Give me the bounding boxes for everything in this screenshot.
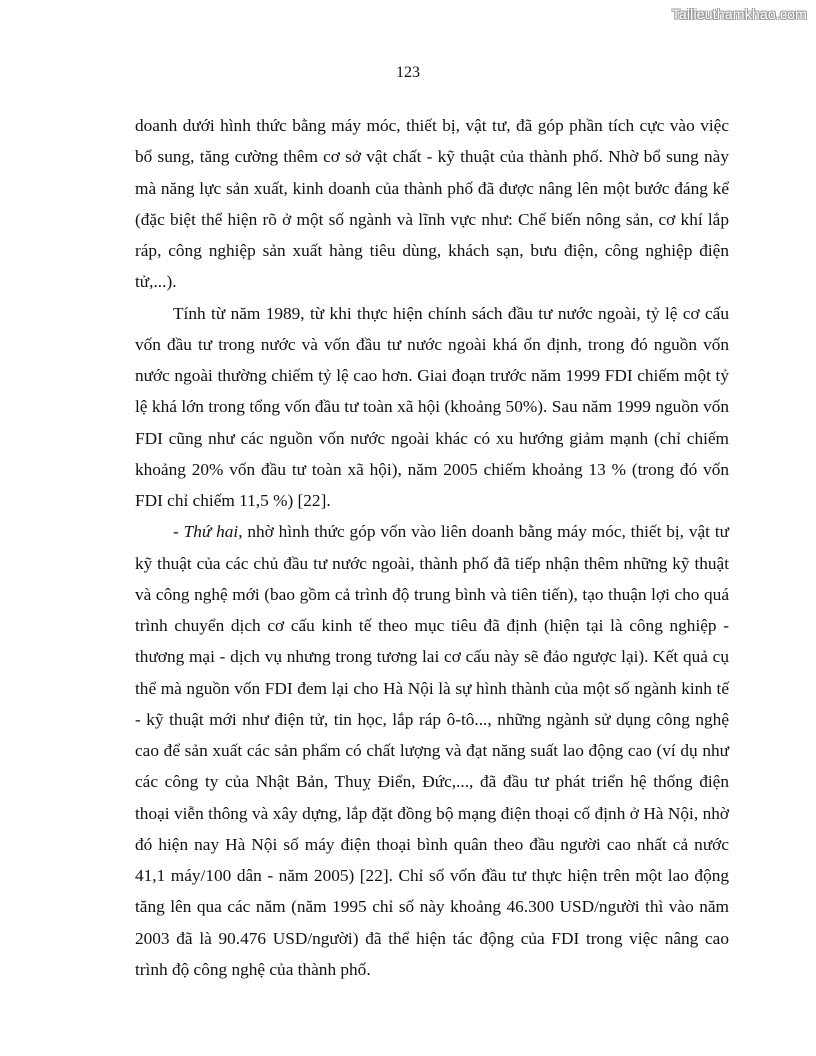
paragraph-second-text: , nhờ hình thức góp vốn vào liên doanh bằng máy móc, thiết bị, vật tư kỹ thuật của các chủ đầu tư nước ngoài, thành phố đã tiếp nhận thêm những kỹ thuật và công nghệ mới (bao gồm cả trình độ trung bình và tiên tiến), tạo thuận lợi cho quá trình chuyển dịch cơ cấu kinh tế theo mục tiêu đã định (hiện tại là công nghiệp - thương mại - dịch vụ nhưng trong tương lai cơ cấu này sẽ đảo ngược lại). Kết quả cụ thể mà nguồn vốn FDI đem lại cho Hà Nội là sự hình thành của một số ngành kinh tế - kỹ thuật mới như điện tử, tin học, lắp ráp ô-tô..., những ngành sử dụng công nghệ cao để sản xuất các sản phẩm có chất lượng và đạt năng suất lao động cao (ví dụ như các công ty của Nhật Bản, Thuỵ Điển, Đức,..., đã đầu tư phát triển hệ thống điện thoại viễn thông và xây dựng, lắp đặt đồng bộ mạng điện thoại cố định ở Hà Nội, nhờ đó hiện nay Hà Nội số máy điện thoại bình quân theo đầu người cao nhất cả nước 41,1 máy/100 dân - năm 2005) [22]. Chỉ số vốn đầu tư thực hiện trên một lao động tăng lên qua các năm (năm 1995 chỉ số này khoảng 46.300 USD/người thì vào năm 2003 đã là 90.476 USD/người) đã thể hiện tác động của FDI trong việc nâng cao trình độ công nghệ của thành phố. <box>135 522 729 979</box>
emphasis-second: Thứ hai <box>183 522 239 542</box>
page-number: 123 <box>396 64 420 81</box>
watermark: Tailieuthamkhao.com <box>671 6 807 22</box>
document-body <box>135 110 729 985</box>
paragraph-continuation: doanh dưới hình thức bằng máy móc, thiết bị, vật tư, đã góp phần tích cực vào việc bổ sung, tăng cường thêm cơ sở vật chất - kỹ thuật của thành phố. Nhờ bổ sung này mà năng lực sản xuất, kinh doanh của thành phố đã được nâng lên một bước đáng kể (đặc biệt thể hiện rõ ở một số ngành và lĩnh vực như: Chế biến nông sản, cơ khí lắp ráp, công nghiệp sản xuất hàng tiêu dùng, khách sạn, bưu điện, công nghiệp điện tử,...). <box>135 116 729 292</box>
list-dash: - <box>173 522 184 542</box>
paragraph-second-point <box>135 516 729 985</box>
paragraph-investment-structure: Tính từ năm 1989, từ khi thực hiện chính sách đầu tư nước ngoài, tỷ lệ cơ cấu vốn đầu tư trong nước và vốn đầu tư nước ngoài khá ổn định, trong đó nguồn vốn nước ngoài thường chiếm tỷ lệ cao hơn. Giai đoạn trước năm 1999 FDI chiếm một tỷ lệ khá lớn trong tổng vốn đầu tư toàn xã hội (khoảng 50%). Sau năm 1999 nguồn vốn FDI cũng như các nguồn vốn nước ngoài khác có xu hướng giảm mạnh (chỉ chiếm khoảng 20% vốn đầu tư toàn xã hội), năm 2005 chiếm khoảng 13 % (trong đó vốn FDI chỉ chiếm 11,5 %) [22]. <box>135 303 729 510</box>
